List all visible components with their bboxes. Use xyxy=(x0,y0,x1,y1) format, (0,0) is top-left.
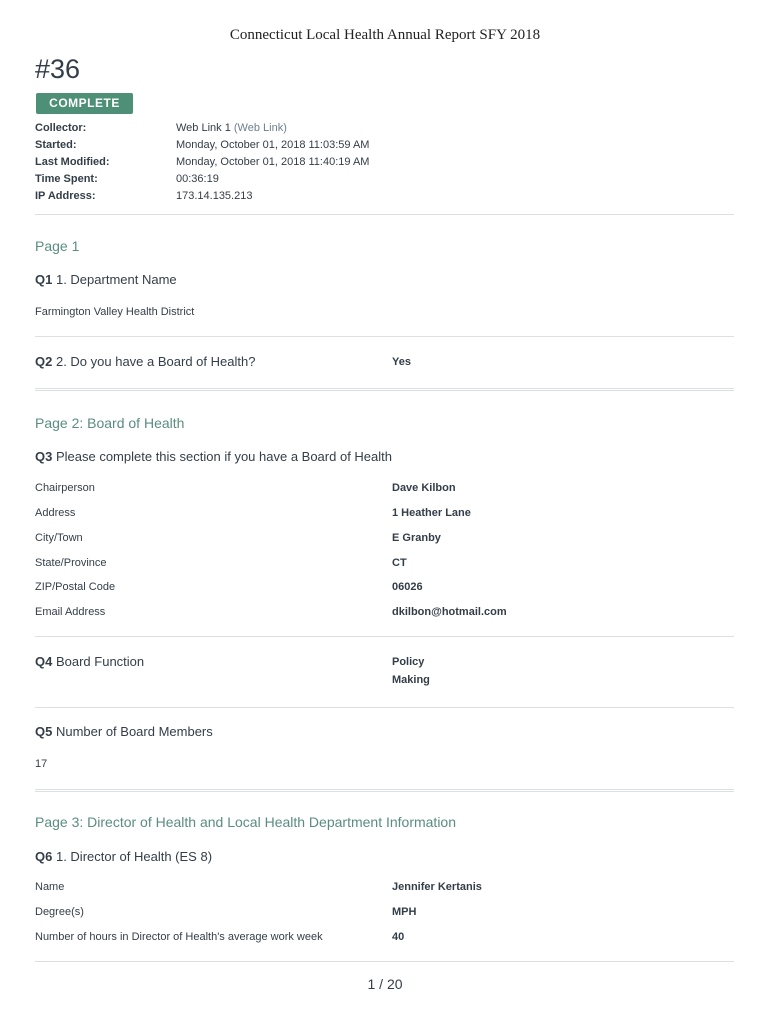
q6-row-value: Jennifer Kertanis xyxy=(392,881,482,893)
question-divider xyxy=(35,707,734,708)
collector-type: (Web Link) xyxy=(233,122,287,134)
q1-answer: Farmington Valley Health District xyxy=(35,306,195,318)
started-value: Monday, October 01, 2018 11:03:59 AM xyxy=(176,139,370,151)
page-divider xyxy=(35,388,734,391)
page-1-heading: Page 1 xyxy=(35,238,80,254)
q3-number: Q3 xyxy=(35,449,53,464)
question-divider xyxy=(35,336,734,337)
page-2-heading: Page 2: Board of Health xyxy=(35,415,185,431)
q3-row-label: Email Address xyxy=(35,606,106,618)
q6-number: Q6 xyxy=(35,849,53,864)
response-metadata xyxy=(35,120,369,205)
started-label: Started: xyxy=(35,139,77,151)
q4-answer xyxy=(392,653,430,689)
time-spent-value: 00:36:19 xyxy=(176,173,219,185)
q2-text: 2. Do you have a Board of Health? xyxy=(55,354,256,369)
collector-name: Web Link 1 xyxy=(176,122,231,134)
q3-row-label: Address xyxy=(35,507,76,519)
q2-number: Q2 xyxy=(35,354,53,369)
q6-row-value: MPH xyxy=(392,906,417,918)
q4-text: Board Function xyxy=(55,654,145,669)
question-divider xyxy=(35,961,734,962)
q4-answer-line1: Policy xyxy=(392,656,425,668)
q2-answer: Yes xyxy=(392,356,411,368)
collector-label: Collector: xyxy=(35,122,87,134)
question-q2 xyxy=(35,354,255,369)
q1-text: 1. Department Name xyxy=(55,272,177,287)
q3-row-label: Chairperson xyxy=(35,482,95,494)
question-q5 xyxy=(35,724,213,739)
q3-row-label: City/Town xyxy=(35,532,83,544)
question-divider xyxy=(35,636,734,637)
document-title: Connecticut Local Health Annual Report SFY 2018 xyxy=(229,27,541,43)
q3-row-value: Dave Kilbon xyxy=(392,482,456,494)
q4-answer-line2: Making xyxy=(392,674,430,686)
ip-address-label: IP Address: xyxy=(35,190,96,202)
q3-row-value: dkilbon@hotmail.com xyxy=(392,606,507,618)
meta-row-started xyxy=(35,137,369,154)
meta-row-ip xyxy=(35,188,369,205)
q3-row-label: State/Province xyxy=(35,557,107,569)
time-spent-label: Time Spent: xyxy=(35,173,98,185)
meta-row-time xyxy=(35,171,369,188)
ip-address-value: 173.14.135.213 xyxy=(176,190,253,202)
page-divider xyxy=(35,789,734,792)
collector-value xyxy=(176,120,287,137)
section-divider xyxy=(35,214,734,215)
q6-row-label: Number of hours in Director of Health's average work week xyxy=(35,931,323,943)
q5-text: Number of Board Members xyxy=(55,724,213,739)
q4-number: Q4 xyxy=(35,654,53,669)
question-q4 xyxy=(35,654,144,669)
page-3-heading: Page 3: Director of Health and Local Health Department Information xyxy=(35,814,457,830)
q3-text: Please complete this section if you have a Board of Health xyxy=(55,449,392,464)
q6-row-label: Degree(s) xyxy=(35,906,84,918)
q1-number: Q1 xyxy=(35,272,53,287)
q5-number: Q5 xyxy=(35,724,53,739)
meta-row-collector xyxy=(35,120,369,137)
q3-row-value: E Granby xyxy=(392,532,441,544)
q3-row-label: ZIP/Postal Code xyxy=(35,581,116,593)
meta-row-modified xyxy=(35,154,369,171)
question-q3 xyxy=(35,449,392,464)
q3-row-value: CT xyxy=(392,557,407,569)
q6-row-label: Name xyxy=(35,881,65,893)
status-badge: COMPLETE xyxy=(36,93,133,114)
question-q1 xyxy=(35,272,177,287)
q5-answer: 17 xyxy=(35,758,48,770)
q3-row-value: 06026 xyxy=(392,581,423,593)
modified-value: Monday, October 01, 2018 11:40:19 AM xyxy=(176,156,370,168)
q3-row-value: 1 Heather Lane xyxy=(392,507,471,519)
response-number: #36 xyxy=(35,54,81,84)
question-q6 xyxy=(35,849,212,864)
page-indicator: 1 / 20 xyxy=(367,976,403,992)
modified-label: Last Modified: xyxy=(35,156,110,168)
q6-row-value: 40 xyxy=(392,931,405,943)
q6-text: 1. Director of Health (ES 8) xyxy=(55,849,213,864)
